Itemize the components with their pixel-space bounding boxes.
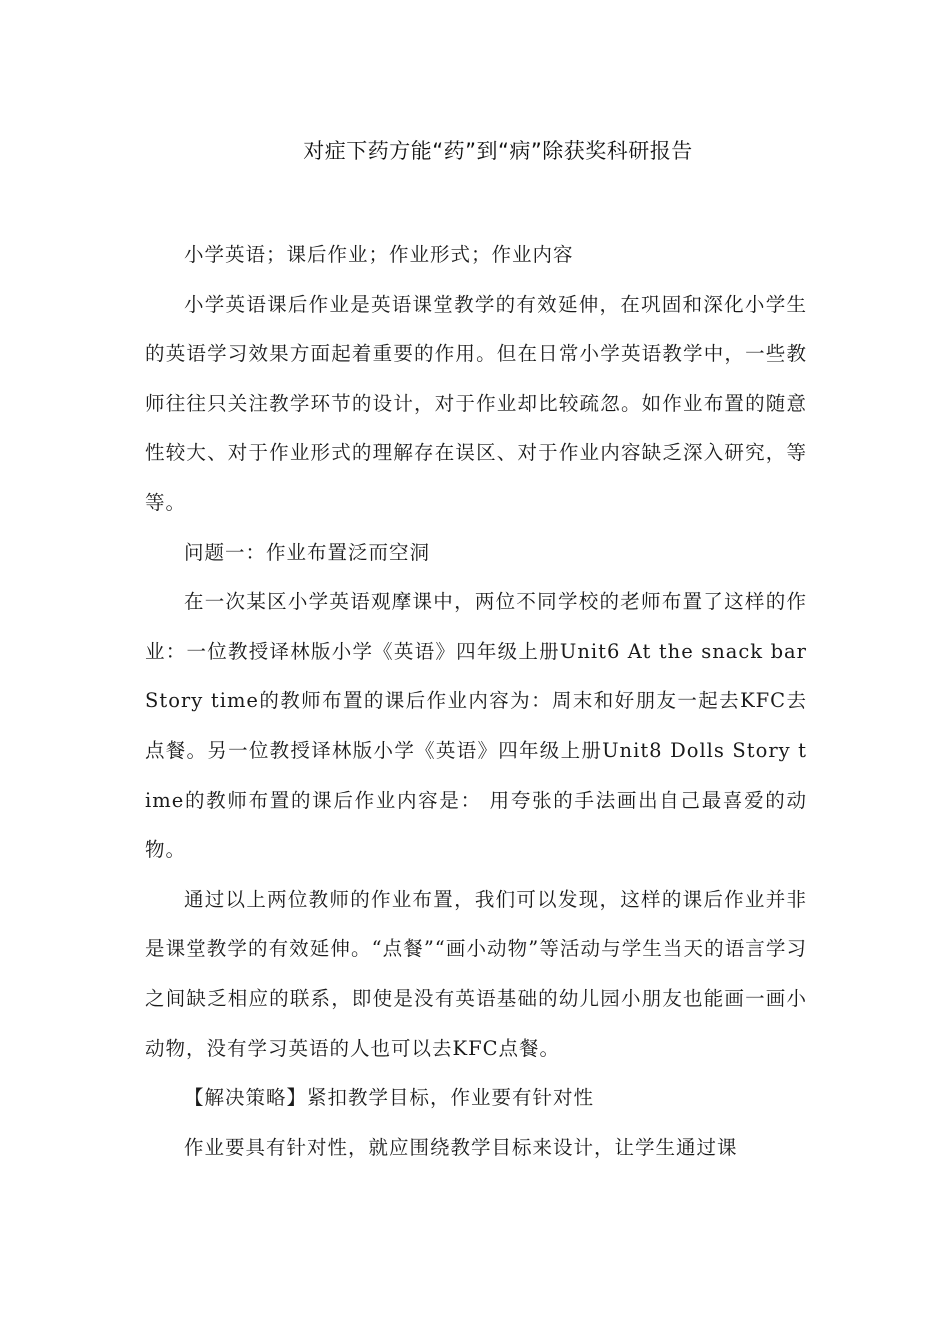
section-heading-strategy: 【解决策略】紧扣教学目标，作业要有针对性 [184, 1086, 595, 1110]
body-paragraph: 作业要具有针对性，就应围绕教学目标来设计，让学生通过课 [184, 1135, 738, 1159]
keywords-line: 小学英语；课后作业；作业形式；作业内容 [184, 243, 574, 266]
body-paragraph: 通过以上两位教师的作业布置，我们可以发现，这样的课后作业并非是课堂教学的有效延伸。“点餐”“画小动物”等活动与学生当天的语言学习之间缺乏相应的联系，即使是没有英语基础的幼儿园小朋友也能画一画小动物，没有学习英语的人也可以去KFC点餐。 [145, 887, 807, 1060]
body-paragraph: 在一次某区小学英语观摩课中，两位不同学校的老师布置了这样的作业：一位教授译林版小学《英语》四年级上册Unit6 At the snack bar Story time的教师布置的课后作业内容为：周末和好朋友一起去KFC去点餐。另一位教授译林版小学《英语》四年级上册Unit8 Dolls Story time的教师布置的课后作业内容是： 用夸张的手法画出自己最喜爱的动物。 [145, 590, 807, 862]
document-body [145, 230, 807, 1172]
document-title: 对症下药方能“药”到“病”除获奖科研报告 [303, 139, 693, 163]
section-heading-problem-one: 问题一：作业布置泛而空洞 [184, 540, 431, 564]
body-paragraph: 小学英语课后作业是英语课堂教学的有效延伸，在巩固和深化小学生的英语学习效果方面起着重要的作用。但在日常小学英语教学中，一些教师往往只关注教学环节的设计，对于作业却比较疏忽。如作业布置的随意性较大、对于作业形式的理解存在误区、对于作业内容缺乏深入研究，等等。 [145, 292, 807, 514]
